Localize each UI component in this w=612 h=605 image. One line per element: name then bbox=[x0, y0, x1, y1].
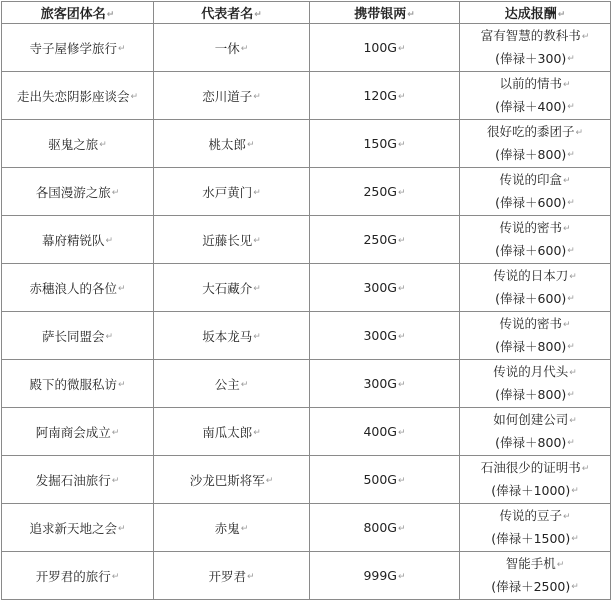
cell-end-mark: ↵ bbox=[398, 139, 406, 150]
representative-name: 近藤长见 bbox=[202, 232, 253, 248]
line-end-mark: ↵ bbox=[575, 127, 584, 138]
reward-item-line bbox=[462, 553, 608, 576]
line-end-mark: ↵ bbox=[562, 79, 571, 90]
cell-end-mark: ↵ bbox=[117, 284, 126, 294]
reward-cell bbox=[460, 408, 611, 456]
reward-bonus-line bbox=[462, 336, 608, 359]
cell-end-mark: ↵ bbox=[253, 284, 261, 294]
representative-cell bbox=[154, 504, 310, 552]
money-amount: 300G bbox=[363, 328, 397, 343]
reward-bonus: (俸禄＋600) bbox=[495, 290, 567, 306]
reward-bonus: (俸禄＋1500) bbox=[491, 530, 571, 546]
reward-bonus-line bbox=[462, 240, 608, 263]
reward-cell bbox=[460, 216, 611, 264]
money-amount: 250G bbox=[363, 232, 397, 247]
cell-end-mark: ↵ bbox=[106, 9, 115, 20]
group-name-cell bbox=[2, 504, 154, 552]
cell-end-mark: ↵ bbox=[130, 92, 139, 102]
line-end-mark: ↵ bbox=[556, 559, 565, 570]
table-row bbox=[2, 312, 611, 360]
cell-end-mark: ↵ bbox=[253, 92, 261, 102]
reward-bonus: (俸禄＋600) bbox=[495, 242, 567, 258]
line-end-mark: ↵ bbox=[567, 438, 575, 448]
cell-end-mark: ↵ bbox=[254, 9, 262, 20]
group-name: 追求新天地之会 bbox=[29, 520, 117, 536]
money-amount: 800G bbox=[363, 520, 397, 535]
group-name-cell bbox=[2, 72, 154, 120]
table-row bbox=[2, 552, 611, 600]
representative-name: 水戸黄门 bbox=[202, 184, 253, 200]
line-end-mark: ↵ bbox=[567, 54, 575, 64]
reward-bonus-line bbox=[462, 432, 608, 455]
reward-bonus-line bbox=[462, 192, 608, 215]
money-cell bbox=[310, 456, 460, 504]
reward-cell bbox=[460, 120, 611, 168]
money-cell bbox=[310, 408, 460, 456]
reward-item: 传说的日本刀 bbox=[493, 268, 569, 283]
reward-cell bbox=[460, 168, 611, 216]
cell-end-mark: ↵ bbox=[398, 571, 406, 582]
reward-item: 传说的密书 bbox=[499, 220, 562, 235]
reward-item-line bbox=[462, 25, 608, 48]
reward-bonus: (俸禄＋800) bbox=[495, 386, 567, 402]
header-row bbox=[2, 2, 611, 24]
reward-item: 很好吃的黍团子 bbox=[486, 124, 575, 139]
cell-end-mark: ↵ bbox=[398, 91, 406, 102]
cell-end-mark: ↵ bbox=[246, 572, 255, 582]
reward-bonus-line bbox=[462, 144, 608, 167]
representative-cell bbox=[154, 552, 310, 600]
representative-name: 沙龙巴斯将军 bbox=[189, 472, 265, 488]
reward-cell bbox=[460, 72, 611, 120]
line-end-mark: ↵ bbox=[567, 246, 575, 256]
group-name: 发掘石油旅行 bbox=[35, 472, 111, 488]
representative-cell bbox=[154, 264, 310, 312]
reward-bonus-line bbox=[462, 576, 608, 599]
reward-bonus: (俸禄＋600) bbox=[495, 194, 567, 210]
table-row bbox=[2, 216, 611, 264]
table-row bbox=[2, 408, 611, 456]
table-row bbox=[2, 168, 611, 216]
reward-item-line bbox=[462, 121, 608, 144]
representative-name: 坂本龙马 bbox=[202, 328, 253, 344]
reward-bonus-line bbox=[462, 96, 608, 119]
line-end-mark: ↵ bbox=[569, 367, 577, 378]
reward-item-line bbox=[462, 457, 608, 480]
line-end-mark: ↵ bbox=[567, 198, 575, 208]
line-end-mark: ↵ bbox=[567, 342, 575, 352]
reward-item-line bbox=[462, 73, 608, 96]
reward-item: 传说的豆子 bbox=[499, 508, 562, 523]
money-amount: 300G bbox=[363, 280, 397, 295]
table-row bbox=[2, 504, 611, 552]
group-name-cell bbox=[2, 120, 154, 168]
reward-item: 传说的月代头 bbox=[493, 364, 569, 379]
representative-cell bbox=[154, 216, 310, 264]
reward-item-line bbox=[462, 313, 608, 336]
cell-end-mark: ↵ bbox=[398, 43, 406, 54]
representative-cell bbox=[154, 456, 310, 504]
table-row bbox=[2, 120, 611, 168]
line-end-mark: ↵ bbox=[571, 486, 579, 496]
reward-item-line bbox=[462, 265, 608, 288]
line-end-mark: ↵ bbox=[567, 294, 575, 304]
reward-item-line bbox=[462, 217, 608, 240]
representative-name: 开罗君 bbox=[208, 568, 246, 584]
reward-bonus: (俸禄＋400) bbox=[495, 98, 567, 114]
money-amount: 150G bbox=[363, 136, 397, 151]
reward-item-line bbox=[462, 169, 608, 192]
group-name: 萨长同盟会 bbox=[41, 328, 105, 344]
table-row bbox=[2, 456, 611, 504]
group-name: 殿下的微服私访 bbox=[29, 376, 117, 392]
header-reward: 达成报酬↵ bbox=[460, 2, 611, 24]
reward-item: 智能手机 bbox=[505, 556, 556, 571]
cell-end-mark: ↵ bbox=[240, 524, 249, 534]
table-row bbox=[2, 360, 611, 408]
reward-bonus-line bbox=[462, 48, 608, 71]
reward-item: 富有智慧的教科书 bbox=[480, 28, 581, 43]
cell-end-mark: ↵ bbox=[398, 379, 406, 390]
reward-cell bbox=[460, 264, 611, 312]
group-name: 寺子屋修学旅行 bbox=[29, 40, 117, 56]
money-cell bbox=[310, 264, 460, 312]
line-end-mark: ↵ bbox=[562, 175, 571, 186]
group-name-cell bbox=[2, 552, 154, 600]
representative-cell bbox=[154, 168, 310, 216]
line-end-mark: ↵ bbox=[567, 102, 575, 112]
cell-end-mark: ↵ bbox=[398, 187, 406, 198]
header-representative: 代表者名↵ bbox=[154, 2, 310, 24]
cell-end-mark: ↵ bbox=[246, 140, 255, 150]
reward-item: 传说的密书 bbox=[499, 316, 562, 331]
cell-end-mark: ↵ bbox=[253, 428, 261, 438]
reward-item-line bbox=[462, 505, 608, 528]
money-amount: 400G bbox=[363, 424, 397, 439]
reward-bonus: (俸禄＋1000) bbox=[491, 482, 571, 498]
representative-cell bbox=[154, 24, 310, 72]
representative-name: 赤鬼 bbox=[214, 520, 240, 536]
money-cell bbox=[310, 504, 460, 552]
group-name: 走出失恋阴影座谈会 bbox=[16, 88, 130, 104]
money-amount: 999G bbox=[363, 568, 397, 583]
line-end-mark: ↵ bbox=[571, 582, 579, 592]
line-end-mark: ↵ bbox=[567, 150, 575, 160]
line-end-mark: ↵ bbox=[581, 31, 590, 42]
money-cell bbox=[310, 168, 460, 216]
cell-end-mark: ↵ bbox=[111, 572, 120, 582]
cell-end-mark: ↵ bbox=[117, 524, 126, 534]
reward-bonus: (俸禄＋300) bbox=[495, 50, 567, 66]
cell-end-mark: ↵ bbox=[111, 476, 120, 486]
reward-bonus: (俸禄＋800) bbox=[495, 146, 567, 162]
reward-item: 如何创建公司 bbox=[493, 412, 569, 427]
cell-end-mark: ↵ bbox=[117, 380, 126, 390]
money-cell bbox=[310, 312, 460, 360]
reward-cell bbox=[460, 552, 611, 600]
cell-end-mark: ↵ bbox=[240, 44, 249, 54]
reward-cell bbox=[460, 504, 611, 552]
group-name: 驱鬼之旅 bbox=[48, 136, 99, 152]
reward-bonus: (俸禄＋2500) bbox=[491, 578, 571, 594]
reward-item: 石油很少的证明书 bbox=[480, 460, 581, 475]
reward-item-line bbox=[462, 409, 608, 432]
money-amount: 250G bbox=[363, 184, 397, 199]
cell-end-mark: ↵ bbox=[99, 140, 107, 150]
line-end-mark: ↵ bbox=[562, 319, 571, 330]
line-end-mark: ↵ bbox=[569, 271, 577, 282]
reward-cell bbox=[460, 24, 611, 72]
cell-end-mark: ↵ bbox=[253, 236, 261, 246]
reward-item-line bbox=[462, 361, 608, 384]
reward-cell bbox=[460, 456, 611, 504]
money-cell bbox=[310, 360, 460, 408]
money-cell bbox=[310, 216, 460, 264]
cell-end-mark: ↵ bbox=[240, 380, 249, 390]
representative-cell bbox=[154, 120, 310, 168]
header-group-name: 旅客团体名↵ bbox=[2, 2, 154, 24]
group-name: 赤穗浪人的各位 bbox=[29, 280, 117, 296]
reward-bonus: (俸禄＋800) bbox=[495, 338, 567, 354]
cell-end-mark: ↵ bbox=[398, 427, 406, 438]
cell-end-mark: ↵ bbox=[398, 475, 406, 486]
group-name-cell bbox=[2, 456, 154, 504]
cell-end-mark: ↵ bbox=[398, 235, 406, 246]
line-end-mark: ↵ bbox=[562, 223, 571, 234]
cell-end-mark: ↵ bbox=[265, 476, 274, 486]
money-cell bbox=[310, 72, 460, 120]
representative-cell bbox=[154, 312, 310, 360]
cell-end-mark: ↵ bbox=[105, 236, 114, 246]
representative-cell bbox=[154, 408, 310, 456]
reward-item: 以前的情书 bbox=[499, 76, 562, 91]
cell-end-mark: ↵ bbox=[557, 9, 566, 20]
travel-group-table bbox=[1, 1, 611, 600]
reward-item: 传说的印盒 bbox=[499, 172, 562, 187]
reward-bonus-line bbox=[462, 528, 608, 551]
group-name-cell bbox=[2, 264, 154, 312]
representative-name: 南瓜太郎 bbox=[202, 424, 253, 440]
money-amount: 100G bbox=[363, 40, 397, 55]
line-end-mark: ↵ bbox=[562, 511, 571, 522]
header-money: 携带银两↵ bbox=[310, 2, 460, 24]
line-end-mark: ↵ bbox=[567, 390, 575, 400]
group-name-cell bbox=[2, 24, 154, 72]
representative-name: 公主 bbox=[214, 376, 240, 392]
reward-bonus: (俸禄＋800) bbox=[495, 434, 567, 450]
cell-end-mark: ↵ bbox=[105, 332, 114, 342]
line-end-mark: ↵ bbox=[581, 463, 590, 474]
group-name: 开罗君的旅行 bbox=[35, 568, 111, 584]
reward-cell bbox=[460, 360, 611, 408]
table-row bbox=[2, 264, 611, 312]
line-end-mark: ↵ bbox=[571, 534, 579, 544]
money-amount: 500G bbox=[363, 472, 397, 487]
money-amount: 300G bbox=[363, 376, 397, 391]
cell-end-mark: ↵ bbox=[398, 331, 406, 342]
money-cell bbox=[310, 24, 460, 72]
representative-cell bbox=[154, 360, 310, 408]
group-name-cell bbox=[2, 408, 154, 456]
reward-cell bbox=[460, 312, 611, 360]
representative-cell bbox=[154, 72, 310, 120]
cell-end-mark: ↵ bbox=[398, 283, 406, 294]
table-row bbox=[2, 72, 611, 120]
representative-name: 大石藏介 bbox=[202, 280, 253, 296]
reward-bonus-line bbox=[462, 288, 608, 311]
representative-name: 一休 bbox=[214, 40, 240, 56]
cell-end-mark: ↵ bbox=[111, 428, 120, 438]
reward-bonus-line bbox=[462, 480, 608, 503]
cell-end-mark: ↵ bbox=[117, 44, 126, 54]
cell-end-mark: ↵ bbox=[407, 9, 415, 20]
money-cell bbox=[310, 120, 460, 168]
line-end-mark: ↵ bbox=[569, 415, 577, 426]
group-name: 幕府精锐队 bbox=[41, 232, 105, 248]
group-name-cell bbox=[2, 360, 154, 408]
cell-end-mark: ↵ bbox=[253, 188, 261, 198]
cell-end-mark: ↵ bbox=[111, 188, 120, 198]
group-name: 阿南商会成立 bbox=[35, 424, 111, 440]
cell-end-mark: ↵ bbox=[398, 523, 406, 534]
representative-name: 桃太郎 bbox=[208, 136, 246, 152]
representative-name: 恋川道子 bbox=[202, 88, 253, 104]
group-name-cell bbox=[2, 168, 154, 216]
table-row bbox=[2, 24, 611, 72]
reward-bonus-line bbox=[462, 384, 608, 407]
group-name: 各国漫游之旅 bbox=[35, 184, 111, 200]
money-amount: 120G bbox=[363, 88, 397, 103]
group-name-cell bbox=[2, 312, 154, 360]
cell-end-mark: ↵ bbox=[253, 332, 261, 342]
money-cell bbox=[310, 552, 460, 600]
group-name-cell bbox=[2, 216, 154, 264]
